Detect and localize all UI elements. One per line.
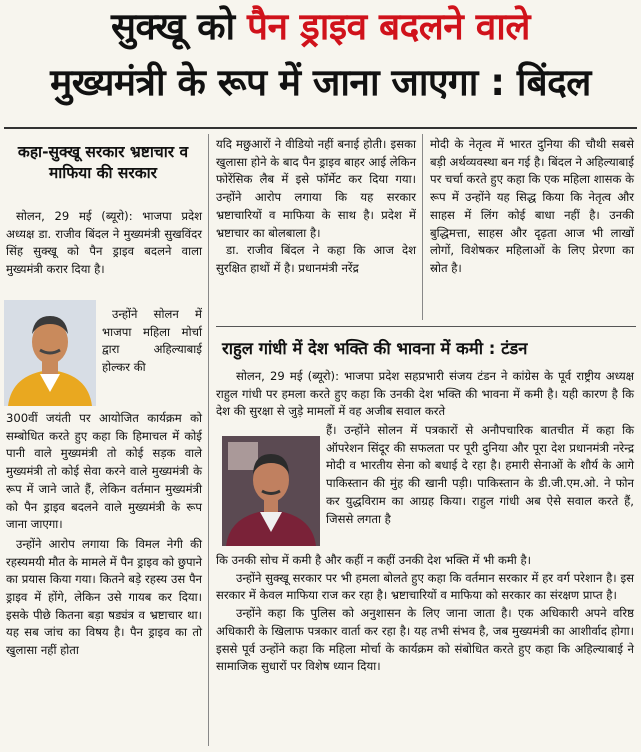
story1-subheadline: कहा-सुक्खू सरकार भ्रष्टाचार व माफिया की सरकार xyxy=(17,143,189,182)
story1-beside-photo xyxy=(102,306,202,377)
story2-top xyxy=(216,368,634,421)
bindal-portrait-photo xyxy=(4,300,96,406)
story2-para2: उन्होंने सुक्खू सरकार पर भी हमला बोलते हुए कहा कि वर्तमान सरकार में हर वर्ग परेशान है। इस सरकार में केवल माफिया राज कर रहा है। भ्रष्टाचारियों व माफिया को सरकार का संरक्षण प्राप्त है। xyxy=(216,570,634,603)
story1-col2-para2: डा. राजीव बिंदल ने कहा कि आज देश सुरक्षित हाथों में है। प्रधानमंत्री नरेंद्र xyxy=(216,243,416,275)
column-divider xyxy=(422,134,423,320)
headline-line2: मुख्यमंत्री के रूप में जाना जाएगा : बिंदल xyxy=(50,61,591,104)
headline-red-part: पैन ड्राइव बदलने वाले xyxy=(247,5,530,48)
story1-para1-cont: 300वीं जयंती पर आयोजित कार्यक्रम को सम्बोधित करते हुए कहा कि हिमाचल में कोई पानी वाले मुख्यमंत्री तो कोई सड़क वाले मुख्यमंत्री तो कोई सेवा करने वाले मुख्यमंत्री के रूप में जाने जाते हैं, लेकिन वर्तमान मुख्यमंत्री को पैन ड्राइव बदलने वाले मुख्यमंत्री के रूप जाना जाएगा। xyxy=(6,411,202,532)
story1-col2-para: यदि मछुआरों ने वीडियो नहीं बनाई होती। इसका खुलासा होने के बाद पैन ड्राइव बाहर आई लेकिन फोरेंसिक लैब में इसे फॉर्मेट कर दिया गया। उन्होंने आरोप लगाया कि यह सरकार भ्रष्टाचारियों व माफिया के साथ है। प्रदेश में भ्रष्टाचार का बोलबाला है। xyxy=(216,137,416,240)
story2-para1-top: सोलन, 29 मई (ब्यूरो): भाजपा प्रदेश सहप्रभारी संजय टंडन ने कांग्रेस के पूर्व राष्ट्रीय अध्यक्ष राहुल गांधी पर हमला करते हुए कहा कि उनकी देश भक्ति की भावना में कमी है। यही कारण है कि देश की सुरक्षा से जुड़े मामलों में वह अजीब सवाल करते xyxy=(216,369,634,419)
headline xyxy=(0,0,641,122)
story2-para1-end: कि उनकी सोच में कमी है और कहीं न कहीं उनकी देश भक्ति में भी कमी है। xyxy=(216,553,532,567)
tandon-portrait-photo xyxy=(222,436,320,546)
headline-line1 xyxy=(0,4,641,50)
story1-dateline: सोलन, 29 मई (ब्यूरो): भाजपा प्रदेश अध्यक्ष डा. राजीव बिंदल ने मुख्यमंत्री सुखविंदर सिंह सुक्खू को पैन ड्राइव बदलने वाला मुख्यमंत्री करार दिया है। xyxy=(6,209,202,277)
story-divider xyxy=(216,326,636,327)
story1-column1-cont xyxy=(6,410,202,660)
story2-para1-beside: हैं। उन्होंने सोलन में पत्रकारों से अनौपचारिक बातचीत में कहा कि ऑपरेशन सिंदूर की सफलता पर पूरी दुनिया और पूरा देश प्रधानमंत्री नरेन्द्र मोदी व भारतीय सेना को बधाई दे रहा है। हमारी सेनाओं के शौर्य के आगे पाकिस्तान की मुंह की खानी पड़ी। पाकिस्तान के डी.जी.एम.ओ. ने फोन कर युद्धविराम का आग्रह किया। राहुल गांधी अब ऐसे सवाल करते हैं, जिससे लगता है xyxy=(326,423,634,526)
story1-para2: उन्होंने आरोप लगाया कि विमल नेगी की रहस्यमयी मौत के मामले में पैन ड्राइव को छुपाने का प्रयास किया गया। कितने बड़े रहस्य उस पैन ड्राइव में होंगे, लेकिन उसे गायब कर दिया। इसके पीछे कितना बड़ा षड्यंत्र व भ्रष्टाचार था। यह सब जांच का विषय है। पैन ड्राइव का तो खुलासा नहीं होता xyxy=(6,536,202,658)
story2-subheadline: राहुल गांधी में देश भक्ति की भावना में कमी : टंडन xyxy=(222,339,528,358)
story2-beside-photo xyxy=(326,422,634,528)
column-divider xyxy=(208,134,209,746)
story1-column1 xyxy=(6,208,202,279)
headline-rule xyxy=(4,127,637,129)
story1-col3-para: मोदी के नेतृत्व में भारत दुनिया की चौथी सबसे बड़ी अर्थव्यवस्था बन गई है। बिंदल ने अहिल्याबाई पर चर्चा करते हुए कहा कि एक महिला शासक के रूप में उन्होंने यह सिद्ध किया कि नेतृत्व और साहस में लिंग कोई बाधा नहीं है। उनकी बुद्धिमत्ता, साहस और दृढ़ता आज भी लाखों लोगों, विशेषकर महिलाओं के लिए प्रेरणा का स्रोत है। xyxy=(430,137,634,275)
headline-black-part: सुक्खू को xyxy=(111,5,235,48)
story1-column3 xyxy=(430,136,634,278)
story2-bottom xyxy=(216,552,634,676)
story2-para3: उन्होंने कहा कि पुलिस को अनुशासन के लिए जाना जाता है। एक अधिकारी अपने वरिष्ठ अधिकारी के खिलाफ पत्रकार वार्ता कर रहा है। यह तभी संभव है, जब मुख्यमंत्री का आशीर्वाद होगा। इससे पूर्व उन्होंने कहा कि महिला मोर्चा के कार्यक्रम को संबोधित करते हुए कहा कि अहिल्याबाई ने सामाजिक सुधारों पर विशेष ध्यान दिया। xyxy=(216,606,634,674)
story1-column2 xyxy=(216,136,416,278)
story1-para-beside-photo: उन्होंने सोलन में भाजपा महिला मोर्चा द्वारा अहिल्याबाई होल्कर की xyxy=(102,307,202,375)
